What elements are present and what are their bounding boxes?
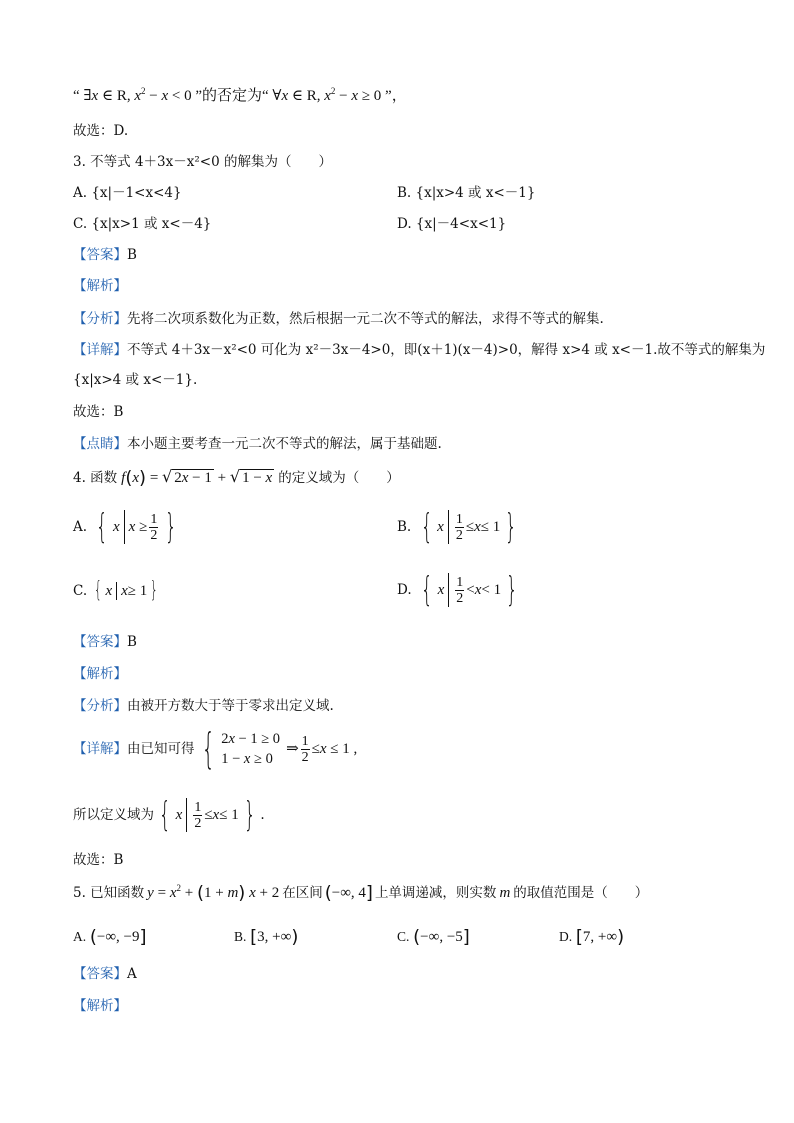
q3-jiexi: 【解析】	[73, 278, 127, 294]
q5-tail: 的取值范围是（ ）	[513, 885, 649, 902]
q5-m: m	[499, 885, 511, 902]
q3-option-d: D. {x|－4<x<1}	[397, 216, 507, 232]
q3-fenxi	[73, 309, 604, 329]
q5-stem	[73, 883, 648, 904]
answer-tag: 【答案】	[73, 966, 127, 982]
dianjing-text: 本小题主要考查一元二次不等式的解法，属于基础题.	[127, 436, 442, 452]
q3-dianjing	[73, 434, 442, 454]
q3-choose: 故选：B	[73, 404, 124, 420]
xiangjie-lead: 由已知可得	[127, 741, 195, 757]
q4-option-d: D. { x $\frac{1}{2}$ < x < 1 }	[397, 570, 518, 610]
q4-stem	[73, 468, 400, 489]
q4-xiangjie	[73, 724, 358, 773]
negation-line: “ ∃x ∈ R, $x^2 - x < 0$ ”的否定为“ ∀x ∈ R, $x^2 - x \ge 0$ ”，	[73, 86, 407, 104]
dianjing-tag: 【点睛】	[73, 436, 127, 452]
fenxi-text: 由被开方数大于等于零求出定义域.	[127, 698, 334, 714]
xiangjie-text: 不等式 4＋3x－x²<0 可化为 x²－3x－4>0，即(x＋1)(x－4)>0，解得 x>4 或 x<－1.故不等式的解集为	[127, 342, 766, 358]
q3-option-c: C. {x|x>1 或 x<－4}	[73, 216, 212, 232]
q5-option-c: C. (−∞, −5]	[397, 926, 470, 948]
q5-mid: 上单调递减，则实数	[374, 885, 497, 902]
answer-value: A	[127, 966, 137, 982]
answer-value: B	[127, 634, 137, 650]
answer-value: B	[127, 247, 137, 263]
q3-xiangjie	[73, 340, 765, 360]
q4-domain: 所以定义域为 { x $\frac{1}{2}$ ≤ x ≤ 1 } .	[73, 795, 265, 835]
inequality-system: { 2x − 1 ≥ 0 1 − x ≥ 0	[201, 724, 281, 773]
q5-lead: 5. 已知函数	[73, 885, 145, 902]
q5-function: $y = x^2 + (1 + m) x + 2$	[147, 882, 280, 904]
q5-option-d: D. [7, +∞)	[559, 926, 625, 948]
fenxi-text: 先将二次项系数化为正数，然后根据一元二次不等式的解法，求得不等式的解集.	[127, 311, 604, 327]
q3-option-b: B. {x|x>4 或 x<－1}	[397, 185, 536, 201]
q4-jiexi: 【解析】	[73, 666, 127, 682]
q5-interval-lead: 在区间	[282, 885, 323, 902]
domain-lead: 所以定义域为	[73, 807, 154, 823]
q4-option-b: B. { x $\frac{1}{2}$ ≤ x ≤ 1 }	[397, 507, 517, 547]
q4-option-c: C. { x x ≥ 1 }	[73, 578, 159, 603]
q5-jiexi: 【解析】	[73, 998, 127, 1014]
q5-interval: (−∞, 4]	[324, 882, 373, 904]
answer-tag: 【答案】	[73, 634, 127, 650]
q3-answer	[73, 245, 137, 265]
q4-fenxi	[73, 696, 334, 716]
fenxi-tag: 【分析】	[73, 698, 127, 714]
q3-stem: 3. 不等式 4＋3x－x²<0 的解集为（ ）	[73, 154, 332, 170]
q4-option-a: A. { x x ≥ $\frac{1}{2}$ }	[73, 507, 178, 547]
fenxi-tag: 【分析】	[73, 311, 127, 327]
inequality-result: ⇒ $\frac{1}{2}$ ≤ x ≤ 1 ,	[286, 733, 358, 765]
q3-option-a: A. {x|－1<x<4}	[73, 185, 182, 201]
answer-tag: 【答案】	[73, 247, 127, 263]
q4-choose: 故选：B	[73, 852, 124, 868]
q4-number: 4. 函数	[73, 470, 118, 487]
q5-option-b: B. [3, +∞)	[234, 926, 299, 948]
xiangjie-tag: 【详解】	[73, 342, 127, 358]
choose-d: 故选：D.	[73, 123, 129, 139]
xiangjie-tag: 【详解】	[73, 741, 127, 757]
q5-answer	[73, 964, 137, 984]
q4-answer	[73, 632, 137, 652]
q3-xiangjie-cont: {x|x>4 或 x<－1}.	[73, 372, 198, 388]
q5-option-a: A. (−∞, −9]	[73, 926, 147, 948]
q4-tail: 的定义域为（ ）	[278, 470, 400, 487]
q4-function: f(x) = √ 2x − 1 + √ 1 − x	[121, 467, 273, 489]
